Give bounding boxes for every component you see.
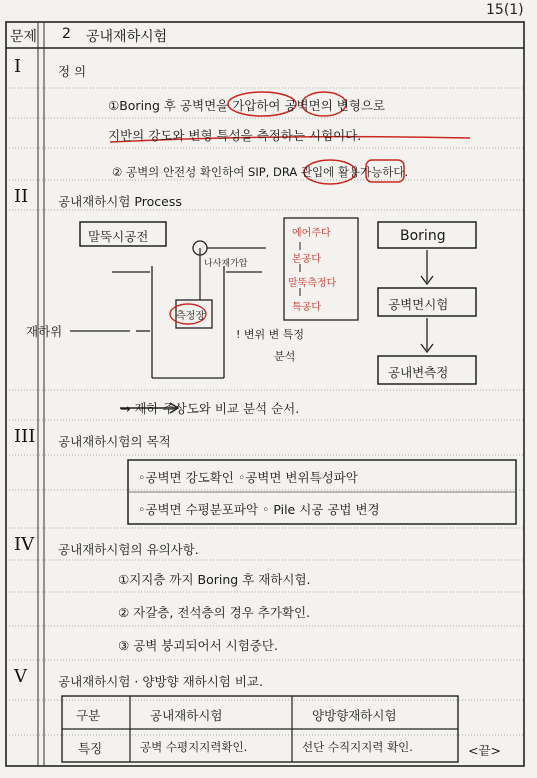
- section-4-line-2: ② 자갈층, 전석층의 경우 추가확인.: [118, 605, 311, 620]
- table-header-1: 구분: [76, 708, 101, 723]
- section-2-title: 공내재하시험 Process: [58, 194, 182, 209]
- table-header-3: 양방향재하시험: [312, 708, 397, 723]
- section-3-item-2: ◦공벽면 수평분포파악 ◦ Pile 시공 공법 변경: [138, 502, 380, 517]
- flow-step-2: 본공다: [292, 254, 321, 265]
- table-row-label: 특징: [78, 741, 103, 756]
- section-1-line-2: 지반의 강도와 변형 특성을 측정하는 시험이다.: [108, 128, 362, 143]
- diagram-readout-2: 분석: [274, 350, 296, 363]
- end-mark: <끝>: [468, 743, 502, 758]
- flow-test: 공벽면시험: [388, 297, 449, 312]
- table-cell-1: 공벽 수평지지력확인.: [140, 740, 248, 754]
- diagram-depth-label: 재하위: [26, 324, 63, 339]
- page-number: 15(1): [486, 2, 524, 18]
- section-2-numeral: II: [14, 186, 29, 207]
- problem-number: 2: [62, 26, 71, 42]
- section-1-line-3: ② 공벽의 안전성 확인하여 SIP, DRA 관입에 활용가능하다.: [112, 165, 409, 179]
- section-3-numeral: III: [14, 426, 36, 447]
- flow-boring: Boring: [400, 228, 446, 244]
- section-4-numeral: IV: [14, 534, 35, 555]
- section-1-line-1: ①Boring 후 공벽면을 가압하여 공벽면의 변형으로: [108, 98, 386, 113]
- section-4-title: 공내재하시험의 유의사항.: [58, 542, 199, 557]
- section-1-title: 정 의: [58, 64, 87, 79]
- section-5-title: 공내재하시험 · 양방향 재하시험 비교.: [58, 674, 263, 689]
- flow-step-4: 특공다: [292, 302, 321, 313]
- table-cell-2: 선단 수직지지력 확인.: [302, 740, 413, 754]
- flow-result: 공내변측정: [388, 365, 449, 380]
- table-header-2: 공내재하시험: [150, 708, 223, 723]
- section-3-item-1: ◦공벽면 강도확인 ◦공벽면 변위특성파악: [138, 470, 358, 485]
- diagram-pump-label: 나사재가압: [204, 259, 248, 269]
- diagram-readout: ! 변위 변 특정: [236, 328, 305, 341]
- diagram-left-box: 말뚝시공전: [88, 229, 149, 244]
- diagram-probe-label: 측정장: [176, 311, 205, 322]
- section-5-numeral: V: [14, 666, 27, 687]
- section-4-line-3: ③ 공벽 붕괴되어서 시험중단.: [118, 638, 278, 653]
- section-1-numeral: I: [14, 56, 22, 77]
- page-title: 공내재하시험: [86, 29, 168, 45]
- flow-step-1: 에어주다: [292, 228, 331, 239]
- section-2-conclusion: → 재하 주상도와 비교 분석 순서.: [120, 401, 300, 416]
- problem-label: 문제: [10, 29, 38, 45]
- section-4-line-1: ①지지층 까지 Boring 후 재하시험.: [118, 572, 311, 587]
- section-3-title: 공내재하시험의 목적: [58, 434, 171, 449]
- flow-step-3: 말뚝측정다: [288, 278, 337, 289]
